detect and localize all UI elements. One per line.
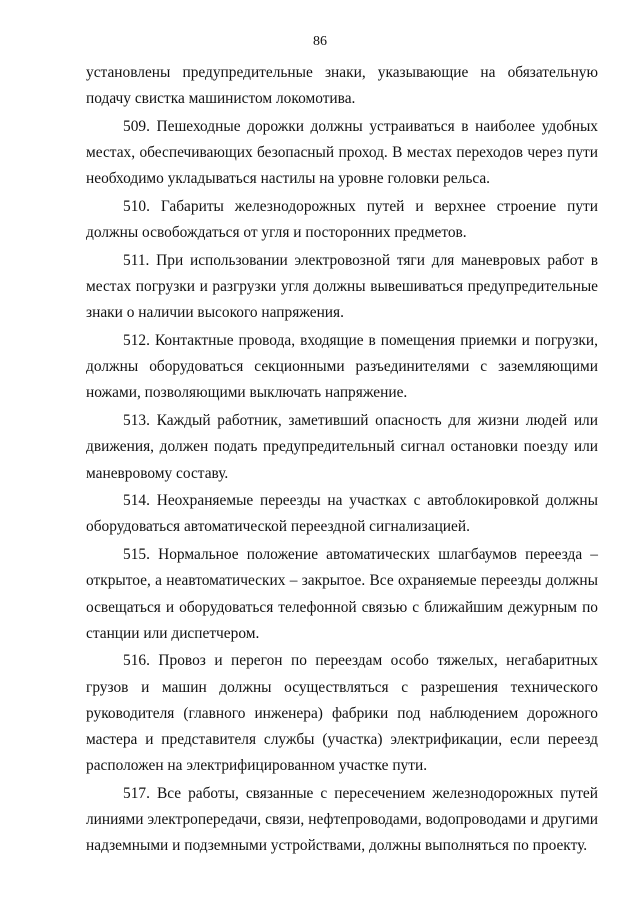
paragraph-number: 516.: [123, 652, 150, 670]
paragraph-509: [86, 114, 598, 194]
paragraph-continuation: [86, 60, 598, 114]
paragraph-number: 511.: [123, 251, 150, 269]
paragraph-text: Габариты железнодорожных путей и верхнее строение пути должны освобождаться от угля и посторонних предметов.: [86, 198, 599, 242]
paragraph-number: 517.: [123, 784, 150, 802]
paragraph-text: Каждый работник, заметивший опасность для жизни людей или движения, должен подать предупредительный сигнал остановки поезду или маневровому составу.: [86, 412, 598, 482]
paragraph-number: 513.: [123, 412, 150, 430]
paragraph-512: [86, 328, 598, 408]
page-number: 86: [313, 34, 327, 49]
paragraph-number: 509.: [123, 117, 150, 135]
paragraph-number: 512.: [123, 332, 150, 350]
paragraph-513: [86, 408, 598, 488]
paragraph-text: Все работы, связанные с пересечением железнодорожных путей линиями электропередачи, связи, нефтепроводами, водопроводами и другими надземными и подземными устройствами, должны выполняться по проекту.: [86, 784, 598, 855]
paragraph-number: 510.: [123, 198, 150, 216]
paragraph-text: Пешеходные дорожки должны устраиваться в наиболее удобных местах, обеспечивающих безопасный проход. В местах переходов через пути необходимо укладываться настилы на уровне головки рельса.: [86, 117, 598, 188]
paragraph-number: 515.: [123, 546, 150, 564]
paragraph-text: установлены предупредительные знаки, указывающие на обязательную подачу свистка машинистом локомотива.: [86, 64, 598, 108]
paragraph-514: [86, 488, 598, 542]
paragraph-516: [86, 648, 598, 781]
paragraph-text: Нормальное положение автоматических шлагбаумов переезда – открытое, а неавтоматических – закрытое. Все охраняемые переезды должны освещаться и оборудоваться телефонной связью с ближайшим дежурным по станции или диспетчером.: [86, 546, 598, 642]
paragraph-number: 514.: [123, 492, 150, 510]
paragraph-515: [86, 542, 598, 648]
paragraph-text: Провоз и перегон по переездам особо тяжелых, негабаритных грузов и машин должны осуществляться с разрешения технического руководителя (главного инженера) фабрики под наблюдением дорожного мастера и представителя службы (участка) электрификации, если переезд расположен на электрифицированном участке пути.: [86, 652, 598, 775]
paragraph-517: [86, 781, 598, 861]
paragraph-text: Контактные провода, входящие в помещения приемки и погрузки, должны оборудоваться секционными разъединителями с заземляющими ножами, позволяющими выключать напряжение.: [86, 332, 598, 402]
paragraph-511: [86, 248, 598, 328]
paragraph-510: [86, 194, 598, 248]
paragraph-text: При использовании электровозной тяги для маневровых работ в местах погрузки и разгрузки угля должны вывешиваться предупредительные знаки о наличии высокого напряжения.: [86, 251, 598, 322]
document-body: [86, 60, 598, 861]
paragraph-text: Неохраняемые переезды на участках с автоблокировкой должны оборудоваться автоматической переездной сигнализацией.: [86, 492, 598, 536]
